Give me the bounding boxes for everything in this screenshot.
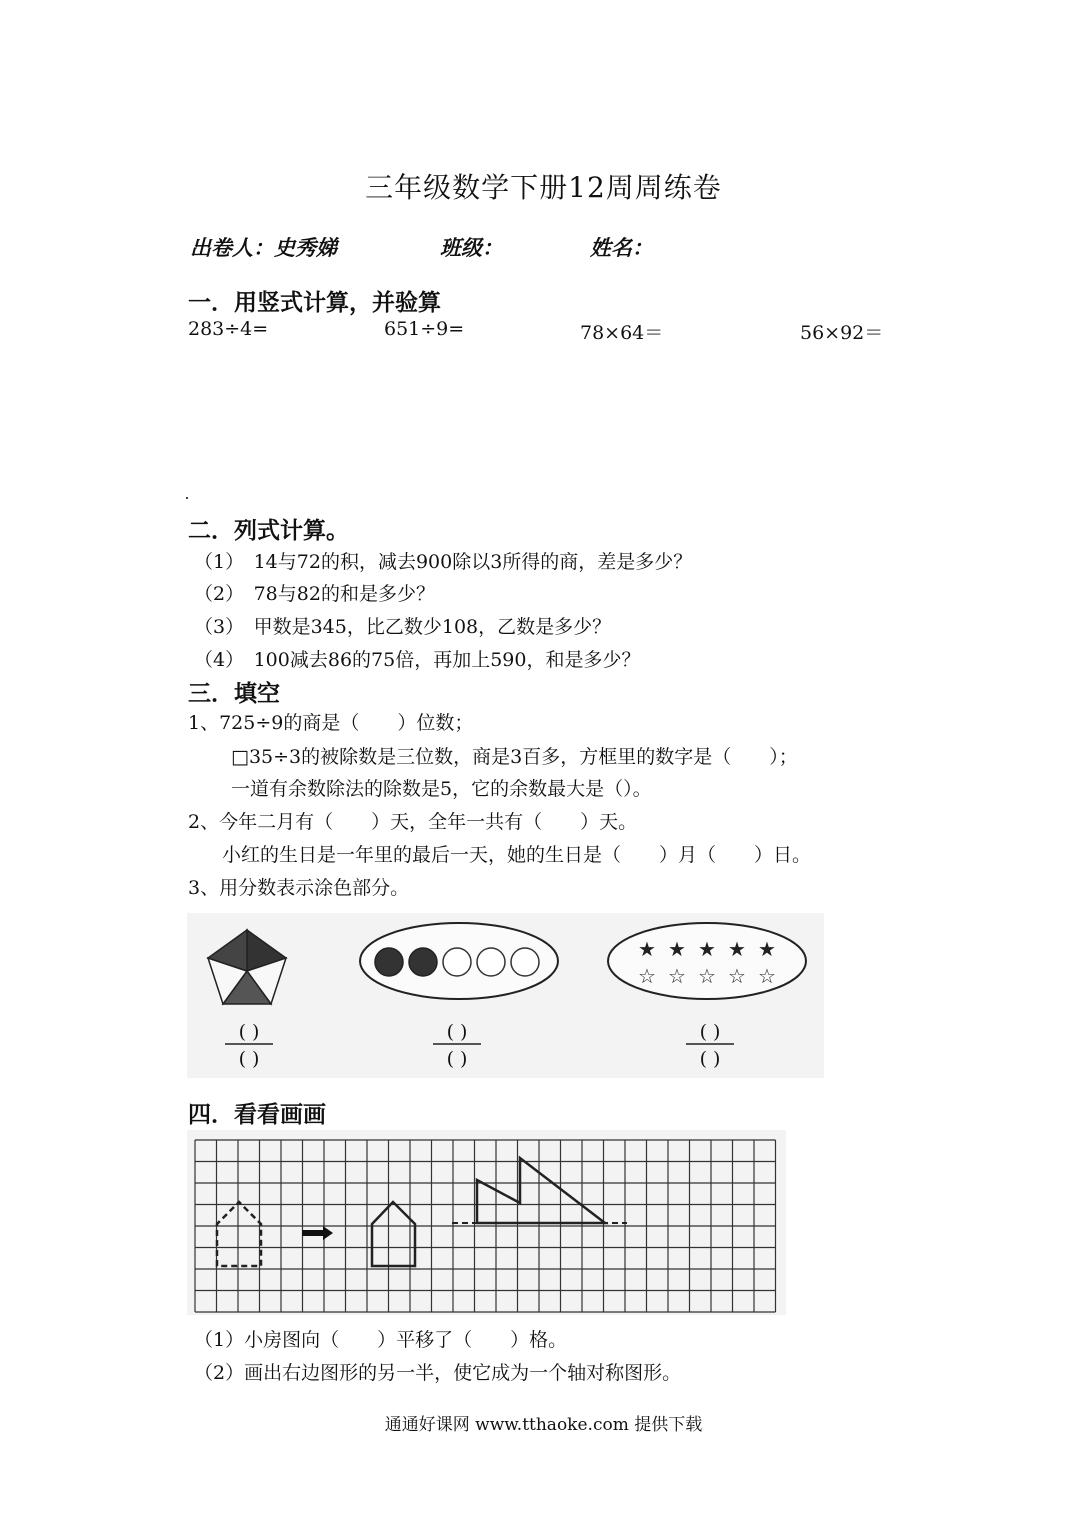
grid-figure (187, 1130, 786, 1315)
svg-text:☆: ☆ (728, 964, 746, 988)
circles-ellipse-shape (360, 923, 558, 999)
stray-dot (186, 497, 188, 499)
page-title: 三年级数学下册12周周练卷 (365, 171, 722, 204)
calc-problem-4: 56×92＝ (800, 322, 884, 344)
section1-heading: 一．用竖式计算，并验算 (188, 290, 441, 316)
word-problem-1: （1） 14与72的积，减去900除以3所得的商，差是多少？ (194, 551, 693, 573)
section2-heading: 二．列式计算。 (188, 518, 349, 544)
fraction-2-numerator: ( ) (446, 1021, 468, 1043)
fraction-1-numerator: ( ) (238, 1021, 260, 1043)
svg-text:★: ★ (728, 937, 746, 961)
svg-text:☆: ☆ (668, 964, 686, 988)
fill-blank-3: 3、用分数表示涂色部分。 (188, 877, 410, 899)
fill-blank-1b: □35÷3的被除数是三位数，商是3百多，方框里的数字是（ ）； (231, 746, 798, 768)
fraction-2-denominator: ( ) (446, 1048, 468, 1070)
draw-question-1: （1）小房图向（ ）平移了（ ）格。 (194, 1329, 568, 1351)
svg-text:☆: ☆ (758, 964, 776, 988)
fill-blank-2b: 小红的生日是一年里的最后一天，她的生日是（ ）月（ ）日。 (222, 844, 812, 866)
word-problem-4: （4） 100减去86的75倍，再加上590，和是多少？ (194, 649, 641, 671)
class-label: 班级： (440, 236, 503, 260)
svg-text:★: ★ (638, 937, 656, 961)
svg-text:★: ★ (758, 937, 776, 961)
footer-note: 通通好课网 www.tthaoke.com 提供下载 (384, 1415, 703, 1435)
calc-problem-3: 78×64＝ (580, 322, 664, 344)
svg-text:★: ★ (698, 937, 716, 961)
fill-blank-2: 2、今年二月有（ ）天，全年一共有（ ）天。 (188, 811, 638, 833)
section4-heading: 四．看看画画 (188, 1102, 326, 1128)
svg-text:☆: ☆ (638, 964, 656, 988)
author-label: 出卷人：史秀娣 (190, 236, 337, 260)
calc-problem-1: 283÷4= (188, 318, 269, 340)
calc-problem-2: 651÷9= (384, 318, 465, 340)
fraction-figure (187, 913, 824, 1078)
svg-text:★: ★ (668, 937, 686, 961)
fill-blank-1: 1、725÷9的商是（ ）位数； (188, 712, 474, 734)
word-problem-2: （2） 78与82的和是多少？ (194, 583, 435, 605)
fill-blank-1c: 一道有余数除法的除数是5，它的余数最大是（）。 (231, 778, 652, 800)
name-label: 姓名： (590, 236, 653, 260)
svg-text:☆: ☆ (698, 964, 716, 988)
fraction-3-denominator: ( ) (699, 1048, 721, 1070)
stars-ellipse-shape (608, 923, 806, 999)
fraction-1-denominator: ( ) (238, 1048, 260, 1070)
fraction-3-numerator: ( ) (699, 1021, 721, 1043)
word-problem-3: （3） 甲数是345，比乙数少108，乙数是多少？ (194, 616, 612, 638)
draw-question-2: （2）画出右边图形的另一半，使它成为一个轴对称图形。 (194, 1362, 682, 1384)
section3-heading: 三．填空 (188, 681, 280, 707)
